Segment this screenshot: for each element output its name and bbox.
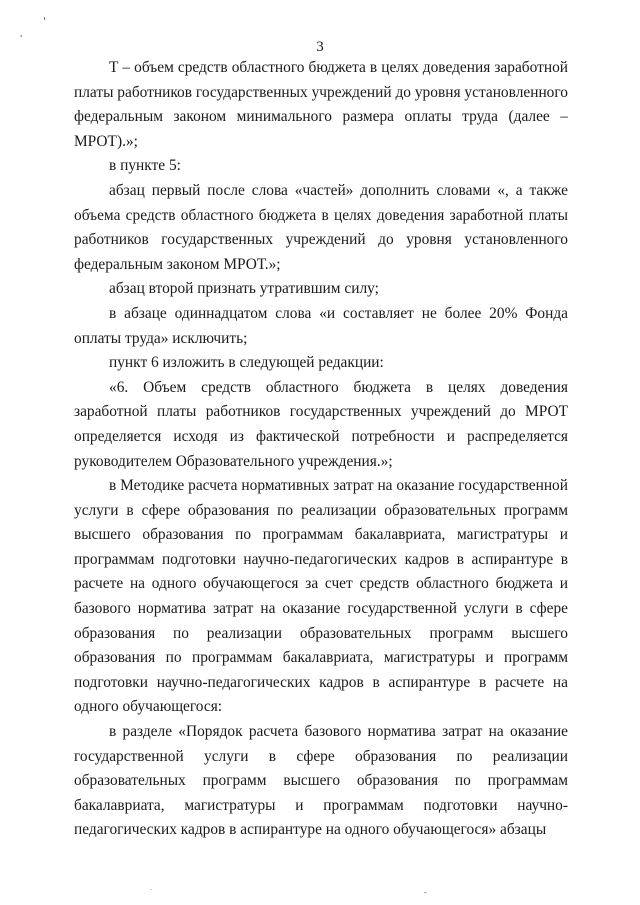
paragraph-clause-5: в пункте 5: [109,157,181,175]
scan-speck: , [38,11,48,23]
paragraph-clause-6-intro: пункт 6 изложить в следующей редакции: [109,354,384,372]
paragraph-section-order: в разделе «Порядок расчета базового норматива затрат на оказание государственной услуги в сфере образования по реализации образовательных программ высшего образования по программам бакалавриата, магистратуры и программам подготовки научно-педагогических кадров в аспирантуре на одного обучающегося» абзацы [74,723,568,839]
page-number: 3 [316,39,324,55]
scan-speck: . [150,885,152,892]
paragraph-second-subclause: абзац второй признать утратившим силу; [109,280,379,298]
scan-speck: ' [20,34,23,43]
paragraph-first-subclause: абзац первый после слова «частей» дополнить словами «, а также объема средств областного бюджета в целях доведения заработной платы работников государственных учреждений до уровня установленного федеральным законом МРОТ.»; [74,181,568,273]
paragraph-clause-6-text: «6. Объем средств областного бюджета в целях доведения заработной платы работников государственных учреждений до МРОТ определяется исходя из фактической потребности и распределяется руководителем Образовательного учреждения.»; [74,378,568,470]
paragraph-eleventh-subclause: в абзаце одиннадцатом слова «и составляет не более 20% Фонда оплаты труда» исключить; [74,304,568,347]
paragraph-methodology: в Методике расчета нормативных затрат на оказание государственной услуги в сфере образования по реализации образовательных программ высшего образования по программам бакалавриата, магистратуры и программам подготовки научно-педагогических кадров в аспирантуре в расчете на одного обучающегося за счет средств областного бюджета и базового норматива затрат на оказание государственной услуги в сфере образования по реализации образовательных программ высшего образования по программам бакалавриата, магистратуры и программ подготовки научно-педагогических кадров в аспирантуре в расчете на одного обучающегося: [74,477,568,716]
document-body [74,56,568,843]
scan-speck: - [424,889,427,897]
paragraph-mrot-definition: Т – объем средств областного бюджета в целях доведения заработной платы работников государственных учреждений до уровня установленного федеральным законом минимального размера оплаты труда (далее – МРОТ).»; [74,59,568,150]
